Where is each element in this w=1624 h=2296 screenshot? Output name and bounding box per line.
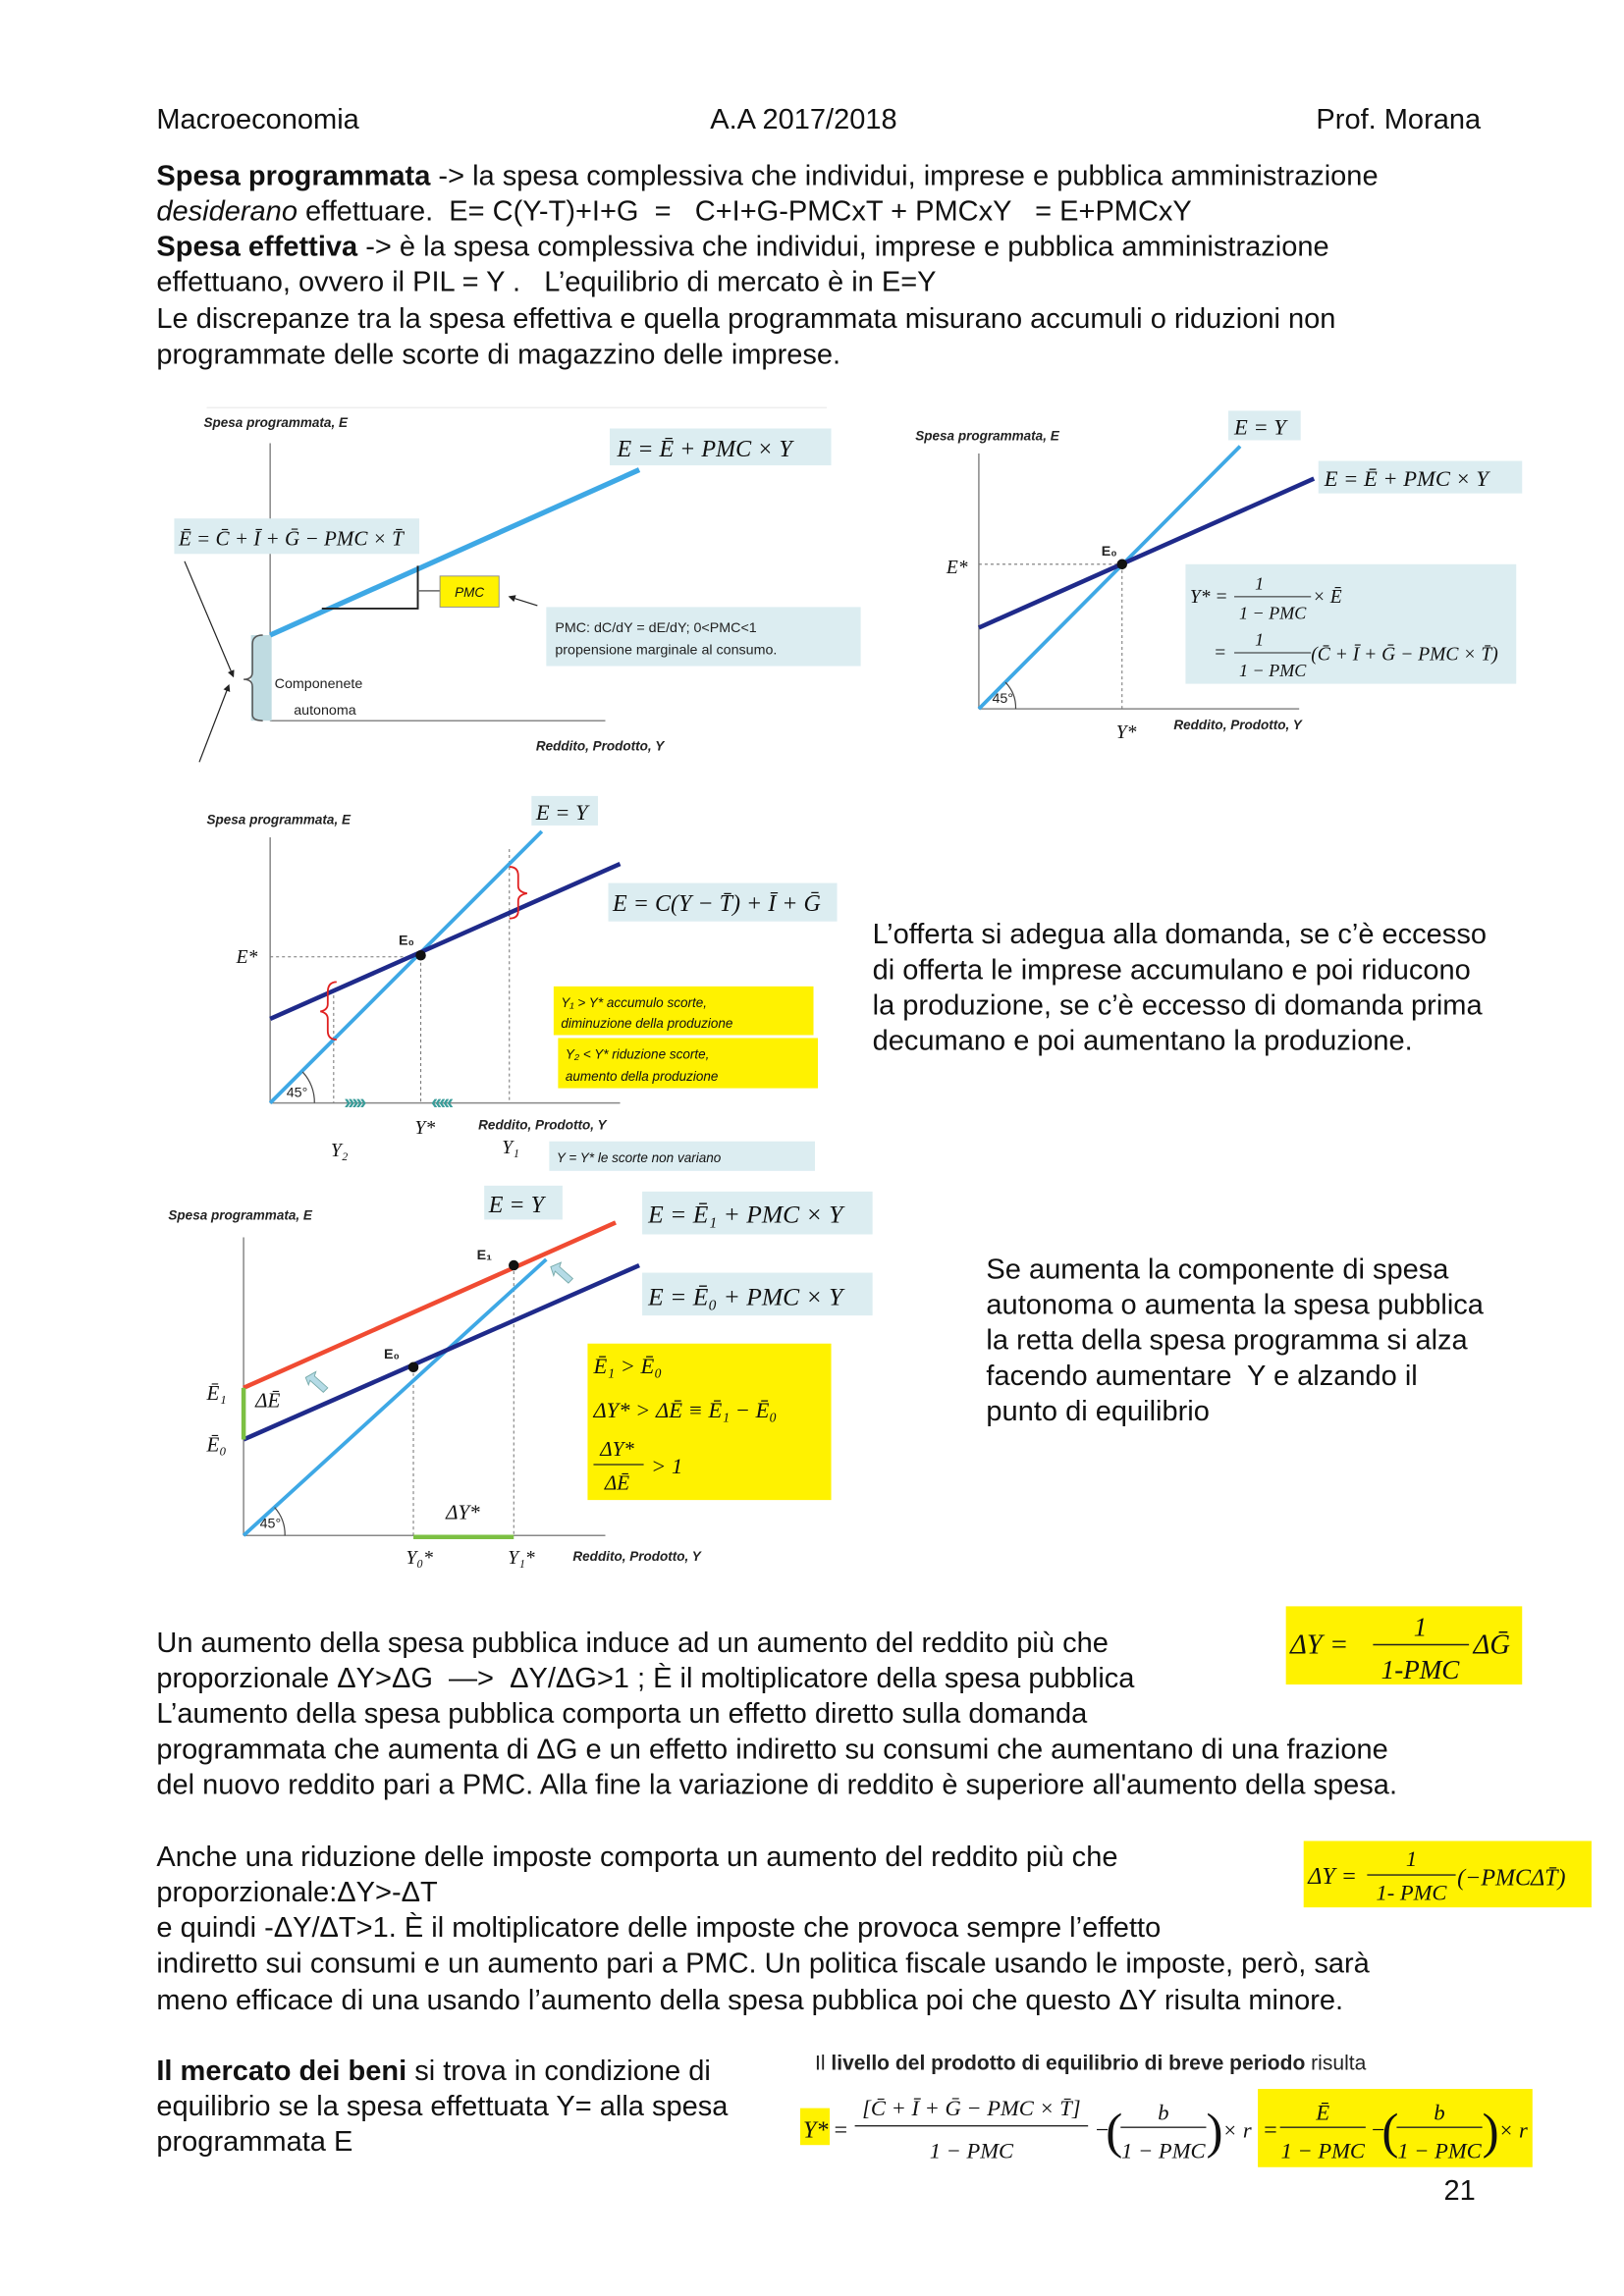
autonomous-component-band xyxy=(251,635,272,721)
pmc-note: PMC: dC/dY = dE/dY; 0<PMC<1 xyxy=(555,619,757,636)
new-spending-line xyxy=(244,1222,616,1387)
body-text: decumano e poi aumentano la produzione. xyxy=(872,1025,1413,1057)
formula-part: Ē xyxy=(1316,2100,1330,2125)
formula-part: 1- PMC xyxy=(1376,1880,1447,1905)
body-text: la produzione, se c’è eccesso di domanda prima xyxy=(872,989,1483,1022)
formula-part: 1 − PMC xyxy=(1121,2138,1206,2163)
svg-text:): ) xyxy=(1482,2104,1499,2161)
y-axis-label: Spesa programmata, E xyxy=(206,812,351,828)
x-axis-label: Reddito, Prodotto, Y xyxy=(478,1117,607,1133)
autonomous-equation: Ē = C̄ + Ī + Ḡ − PMC × T̄ xyxy=(178,526,404,551)
figure-autonomous-spending xyxy=(174,407,860,762)
y0-label: Y₀* xyxy=(406,1547,433,1569)
note-text: diminuzione della produzione xyxy=(561,1015,733,1031)
body-text: L’offerta si adegua alla domanda, se c’è eccesso xyxy=(872,919,1487,951)
formula-part: 1 − PMC xyxy=(1239,603,1307,623)
y-star-label: Y* xyxy=(1115,722,1137,744)
course-title: Macroeconomia xyxy=(156,104,359,136)
intro-italic: desiderano xyxy=(156,195,298,228)
shift-arrow-icon xyxy=(551,1262,573,1283)
svg-text:Spesa effettiva -> è la spesa xyxy=(156,232,1328,263)
formula-part: ΔY = xyxy=(1290,1629,1349,1661)
formula-part: b xyxy=(1158,2100,1169,2125)
line-equation: E = Ē + PMC × Y xyxy=(1324,466,1489,492)
body-text: programmata E xyxy=(156,2126,353,2159)
body-text: Un aumento della spesa pubblica induce ad un aumento del reddito più che xyxy=(156,1627,1109,1659)
y-axis-label: Spesa programmata, E xyxy=(203,414,348,430)
point-label: E₀ xyxy=(398,933,414,949)
body-text: programmata che aumenta di ΔG e un effetto indiretto su consumi che aumentano di una frazione xyxy=(156,1734,1388,1766)
intro-text: -> la spesa complessiva che individui, imprese e pubblica amministrazione xyxy=(430,160,1379,192)
45-degree-line xyxy=(270,831,542,1103)
text-adjustment xyxy=(873,919,1487,1056)
intro-paragraph xyxy=(156,160,1378,370)
svg-text:(: ( xyxy=(1106,2104,1123,2161)
brace-label: autonoma xyxy=(294,703,356,720)
45-line-equation: E = Y xyxy=(488,1192,545,1218)
formula-part: × r xyxy=(1222,2117,1252,2143)
formula-part: = xyxy=(833,2117,849,2144)
formula-part: 1 xyxy=(1255,629,1265,650)
formula-part: 1 − PMC xyxy=(1280,2138,1365,2163)
formula-part: 1 xyxy=(1255,573,1265,594)
note-text: Y = Y* le scorte non variano xyxy=(556,1149,722,1165)
professor-name: Prof. Morana xyxy=(1316,104,1482,136)
formula-part: − xyxy=(1094,2117,1110,2144)
page-header xyxy=(156,104,1482,135)
multiplier-formula-box xyxy=(1185,564,1516,684)
svg-text:Il livello del prodotto di equ xyxy=(815,2053,1367,2075)
intro-text: -> è la spesa complessiva che individui, imprese e pubblica amministrazione xyxy=(357,231,1329,263)
point-label: E₀ xyxy=(1101,543,1117,560)
paragraph-tax-multiplier xyxy=(156,1841,1592,2015)
slope-step xyxy=(322,565,418,609)
formula-part: ΔY = xyxy=(1308,1864,1357,1891)
figure-inventory-adjustment xyxy=(207,796,838,1171)
body-text: Se aumenta la componente di spesa xyxy=(986,1254,1449,1286)
box-text: ΔĒ xyxy=(604,1470,630,1495)
pmc-note: propensione marginale al consumo. xyxy=(555,642,778,659)
caption-text: livello del prodotto di equilibrio di breve periodo xyxy=(831,2052,1306,2075)
formula-part: (−PMCΔT̄) xyxy=(1457,1865,1566,1892)
y1-label: Y₁* xyxy=(508,1547,535,1569)
box-text: > 1 xyxy=(651,1454,683,1479)
body-text: meno efficace di una usando l’aumento della spesa pubblica poi che questo ΔY risulta minore. xyxy=(156,1984,1344,2016)
formula-part: 1 − PMC xyxy=(1239,661,1307,681)
box-text: Ē₁ > Ē₀ xyxy=(593,1353,663,1378)
line-equation: E = C(Y − T̄) + Ī + Ḡ xyxy=(613,891,821,918)
formula-part: Y* = xyxy=(1189,586,1228,608)
formula-part: Y* xyxy=(802,2117,829,2144)
equilibrium-point xyxy=(1117,560,1128,570)
body-text: autonoma o aumenta la spesa pubblica xyxy=(986,1289,1484,1321)
body-text: Anche una riduzione delle imposte comporta un aumento del reddito più che xyxy=(156,1842,1118,1874)
caption-text: Il xyxy=(815,2052,832,2075)
body-text: punto di equilibrio xyxy=(986,1395,1210,1427)
y-axis-label: Spesa programmata, E xyxy=(168,1207,312,1223)
ebar1-label: Ē₁ xyxy=(206,1380,227,1405)
intro-text: Le discrepanze tra la spesa effettiva e quella programmata misurano accumuli o riduzioni non xyxy=(156,303,1336,336)
angle-label: 45° xyxy=(286,1085,308,1101)
body-text: del nuovo reddito pari a PMC. Alla fine la variazione di reddito è superiore all'aumento della spesa. xyxy=(156,1769,1398,1801)
term-spesa-programmata: Spesa programmata xyxy=(156,160,431,192)
angle-label: 45° xyxy=(992,691,1014,708)
figure-equilibrium xyxy=(915,410,1522,743)
body-text: L’aumento della spesa pubblica comporta un effetto diretto sulla domanda xyxy=(156,1698,1088,1731)
note-text: Y₁ > Y* accumulo scorte, xyxy=(561,994,708,1010)
delta-y-label: ΔY* xyxy=(446,1500,480,1524)
body-text: proporzionale ΔY>ΔG —> ΔY/ΔG>1 ; È il moltiplicatore della spesa pubblica xyxy=(156,1663,1135,1695)
formula-part: [C̄ + Ī + Ḡ − PMC × T̄] xyxy=(862,2096,1081,2121)
intro-text: programmate delle scorte di magazzino delle imprese. xyxy=(156,339,841,371)
adjust-right-arrows: ››››› xyxy=(344,1091,364,1114)
45-degree-line xyxy=(244,1259,546,1535)
line-equation: E = Ē + PMC × Y xyxy=(617,437,792,463)
y1-label: Y₁ xyxy=(502,1137,519,1158)
svg-text:): ) xyxy=(1206,2104,1223,2161)
e-star-label: E* xyxy=(946,557,968,578)
formula-part: − xyxy=(1370,2117,1386,2144)
formula-part: 1 − PMC xyxy=(1397,2138,1482,2163)
brace-label: Componenete xyxy=(274,676,363,693)
pmc-label: PMC xyxy=(455,584,485,600)
x-axis-label: Reddito, Prodotto, Y xyxy=(1173,718,1302,733)
formula-part: 1 − PMC xyxy=(929,2138,1014,2163)
note-text: Y₂ < Y* riduzione scorte, xyxy=(565,1046,710,1062)
y-axis-label: Spesa programmata, E xyxy=(915,428,1059,444)
delta-e-label: ΔĒ xyxy=(255,1388,281,1413)
body-text: indiretto sui consumi e un aumento pari a PMC. Un politica fiscale usando le imposte, però, sarà xyxy=(156,1948,1370,1980)
equilibrium-formula xyxy=(800,2053,1533,2167)
formula-part: = xyxy=(1213,643,1227,665)
line-equation: E = Ē₀ + PMC × Y xyxy=(648,1282,843,1311)
formula-part: × r xyxy=(1498,2117,1528,2143)
formula-part: 1 xyxy=(1405,1846,1418,1872)
body-text: si trova in condizione di xyxy=(406,2056,711,2088)
term-spesa-effettiva: Spesa effettiva xyxy=(156,231,358,263)
body-text: proporzionale:ΔY>-ΔT xyxy=(156,1877,438,1909)
formula-part: 1 xyxy=(1413,1612,1428,1642)
body-text: la retta della spesa programma si alza xyxy=(986,1324,1468,1357)
paragraph-goods-market xyxy=(156,2056,729,2158)
point-label: E₀ xyxy=(383,1346,400,1362)
body-text: equilibrio se la spesa effettuata Y= alla spesa xyxy=(156,2091,729,2123)
academic-year: A.A 2017/2018 xyxy=(710,104,897,136)
intro-text: effettuano, ovvero il PIL = Y . L’equilibrio di mercato è in E=Y xyxy=(156,266,937,298)
formula-part: × Ē xyxy=(1312,586,1342,608)
page-number: 21 xyxy=(1443,2174,1476,2207)
old-spending-line xyxy=(244,1265,639,1439)
svg-text:Spesa programmata -> la spesa xyxy=(156,160,1378,191)
45-line-equation: E = Y xyxy=(535,799,588,825)
y-star-label: Y* xyxy=(414,1118,436,1140)
x-axis-label: Reddito, Prodotto, Y xyxy=(572,1548,701,1564)
ebar0-label: Ē₀ xyxy=(206,1432,227,1457)
angle-label: 45° xyxy=(259,1516,282,1532)
intro-text: effettuare. E= C(Y-T)+I+G = C+I+G-PMCxT + PMCxY = E+PMCxY xyxy=(297,195,1192,228)
45-line-equation: E = Y xyxy=(1234,414,1286,440)
formula-part: (C̄ + Ī + Ḡ − PMC × T̄) xyxy=(1311,644,1498,666)
svg-text:desiderano effettuare. E= C(Y xyxy=(156,195,1191,227)
term-mercato-beni: Il mercato dei beni xyxy=(156,2056,407,2088)
body-text: di offerta le imprese accumulano e poi riducono xyxy=(872,954,1471,987)
text-shift xyxy=(986,1255,1484,1427)
adjust-left-arrows: ‹‹‹‹‹ xyxy=(431,1091,452,1114)
formula-part: ΔḠ xyxy=(1473,1629,1511,1661)
shift-arrow-icon xyxy=(305,1371,328,1392)
note-text: aumento della produzione xyxy=(565,1069,719,1085)
formula-part: = xyxy=(1262,2117,1278,2144)
paragraph-spending-multiplier xyxy=(156,1606,1522,1800)
box-text: ΔY* > ΔĒ ≡ Ē₁ − Ē₀ xyxy=(593,1397,778,1422)
point-label: E₁ xyxy=(476,1248,493,1264)
figure-spending-shift xyxy=(168,1186,872,1569)
e-star-label: E* xyxy=(236,946,258,968)
line-equation: E = Ē₁ + PMC × Y xyxy=(648,1200,843,1229)
y2-label: Y₂ xyxy=(330,1140,349,1161)
x-axis-label: Reddito, Prodotto, Y xyxy=(535,738,665,754)
caption-text: risulta xyxy=(1305,2052,1367,2075)
svg-text:(: ( xyxy=(1381,2104,1399,2161)
box-text: ΔY* xyxy=(600,1437,634,1462)
formula-part: 1-PMC xyxy=(1380,1655,1460,1685)
svg-text:Il mercato dei beni si trova i xyxy=(156,2056,710,2087)
body-text: e quindi -ΔY/ΔT>1. È il moltiplicatore delle imposte che provoca sempre l’effetto xyxy=(156,1912,1162,1945)
formula-part: b xyxy=(1434,2100,1445,2125)
body-text: facendo aumentare Y e alzando il xyxy=(986,1360,1418,1392)
